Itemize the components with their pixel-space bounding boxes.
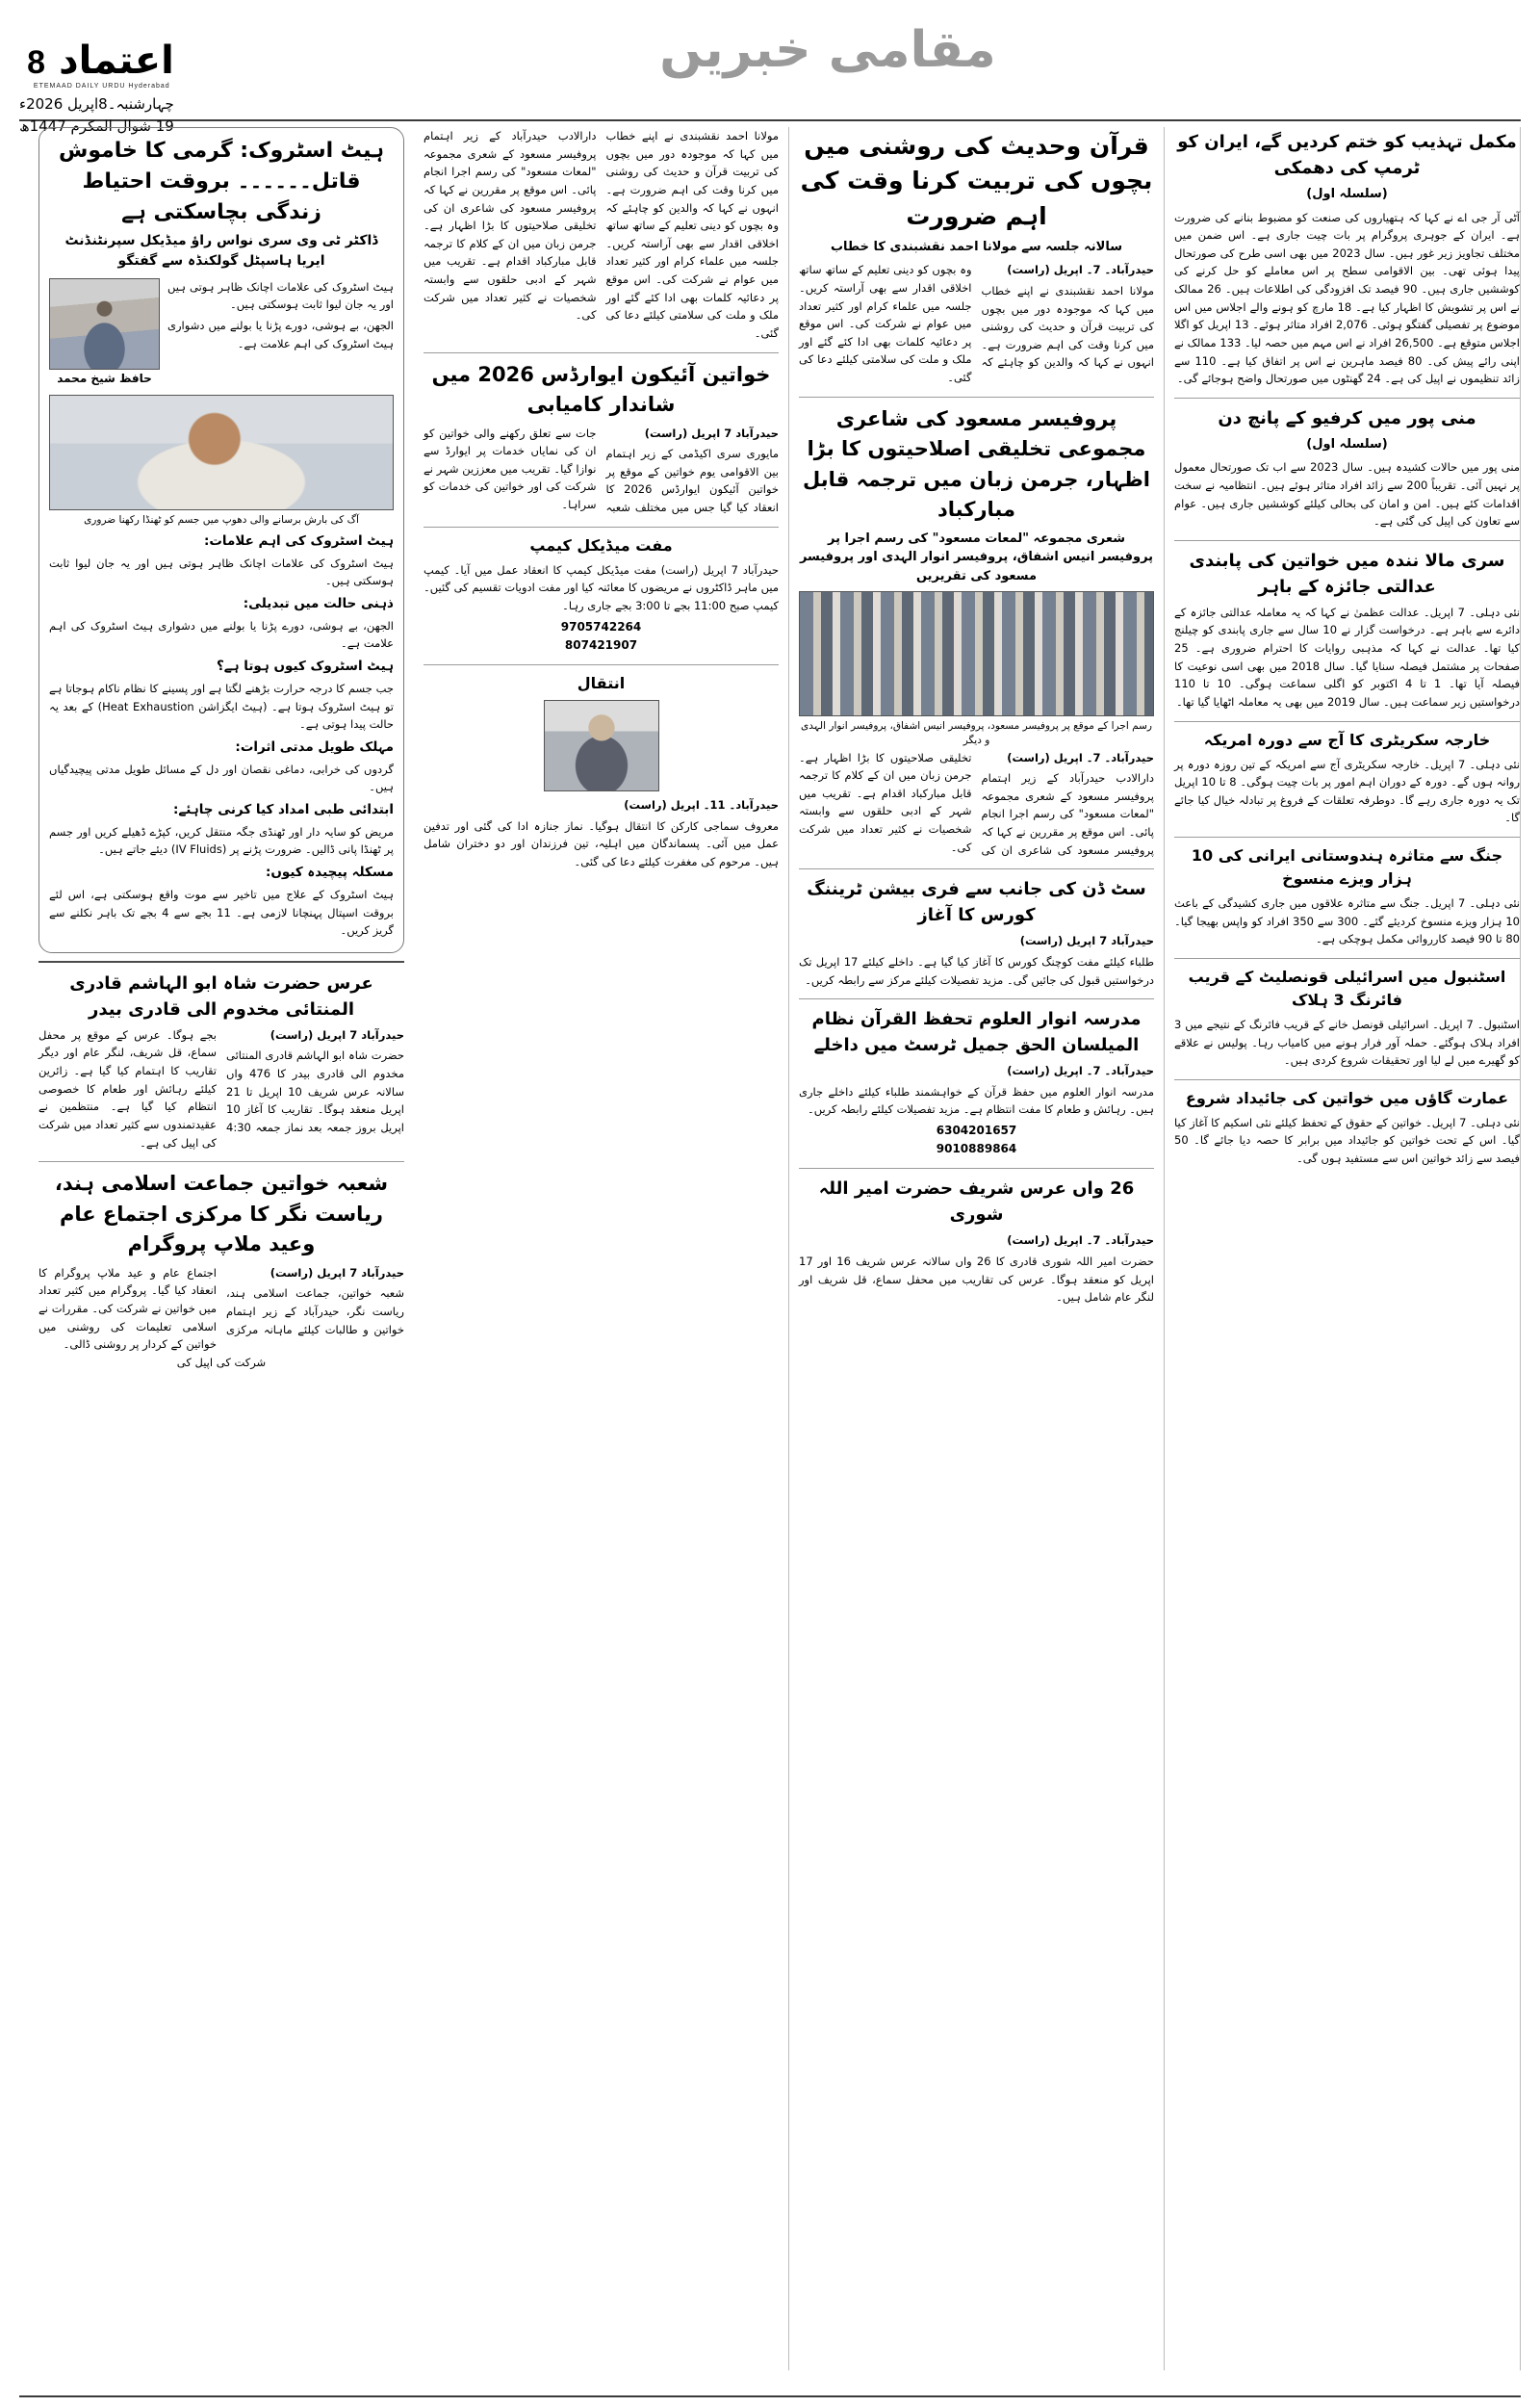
dateline: حیدرآباد۔ 11۔ اپریل (راست)	[624, 797, 779, 812]
divider	[799, 1168, 1154, 1169]
body-text: حیدرآباد۔ 11۔ اپریل (راست) معروف سماجی کارکن کا انتقال ہوگیا۔ نماز جنازہ ادا کی گئی اور تدفین عمل میں آئی۔ پسماندگان میں اہلیہ، تین فرزندان اور دو دختران شامل ہیں۔ مرحوم کی مغفرت کیلئے دعا کی گئی۔	[424, 797, 779, 868]
footer-divider	[19, 2395, 1521, 2397]
photo-caption: آگ کی بارش برسانے والی دھوپ میں جسم کو ٹھنڈا رکھنا ضروری	[84, 513, 359, 526]
body-text: آٹی آر جی اے نے کہا کہ ہتھیاروں کی صنعت کو مضبوط بنانے کی ضرورت ہے۔ ایران کے جوہری پروگرام پر بات چیت جاری ہے۔ اس ضمن میں مختلف تجاویز زیر غور ہیں۔ سال 2023 میں بھی اسی طرح کی صورتحال پیدا ہوئی تھی۔ بین الاقوامی سطح پر اس معاملے کو حل کرنے کی کوششیں جاری ہیں۔ 90 فیصد تک افزودگی کی اطلاعات ہیں۔ 26 ممالک نے اس پر تشویش کا اظہار کیا ہے۔ 18 مارچ کو ہونے والے اجلاس میں اس موضوع پر تفصیلی گفتگو ہوئی۔ 2,076 افراد متاثر ہوئے۔ 13 اپریل کو اگلا اجلاس متوقع ہے۔ 26,500 افراد نے اس مہم میں حصہ لیا۔ 133 ممالک نے اپنی رائے پیش کی۔ 80 فیصد ماہرین نے اس پر اتفاق کیا ہے۔ 110 سے زائد تنظیموں نے اپیل کی ہے۔ 24 گھنٹوں میں صورتحال واضح ہوجائے گی۔	[1174, 210, 1521, 386]
contact-phone-2: 807421907	[564, 637, 638, 652]
contact-phone-1: 6304201657	[936, 1124, 1017, 1138]
heatstroke-photo	[49, 395, 394, 510]
divider	[1174, 837, 1520, 838]
section-heading-symptoms: ہیٹ اسٹروک کی اہم علامات:	[203, 532, 394, 549]
article-istanbul-shooting	[1174, 966, 1520, 1070]
section-title-wrap	[19, 21, 1521, 79]
column-center-left	[414, 127, 789, 2370]
dateline: حیدرآباد۔ 7۔ اپریل (راست)	[1007, 750, 1154, 764]
article-obituary	[424, 672, 779, 871]
article-women-icon-awards	[424, 360, 779, 517]
article-women-temple-ruling	[1174, 548, 1520, 712]
feature-body: ہیٹ اسٹروک کی اہم علامات: ہیٹ اسٹروک کی علامات اچانک ظاہر ہوتی ہیں اور یہ جان لیوا ثابت ہوسکتی ہیں۔ ذہنی حالت میں تبدیلی: الجھن، بے ہوشی، دورے پڑنا یا بولنے میں دشواری ہیٹ اسٹروک کی اہم علامت ہے۔ ہیٹ اسٹروک کیوں ہوتا ہے؟ جب جسم کا درجہ حرارت بڑھنے لگتا ہے اور پسینے کا نظام ناکام ہوجاتا ہے تو ہیٹ اسٹروک ہوتا ہے۔ (ہیٹ ایگزاشن Heat Exhaustion) کے بعد یہ حالت پیدا ہوتی ہے۔ مہلک طویل مدتی اثرات: گردوں کی خرابی، دماغی نقصان اور دل کے مسائل طویل مدتی پیچیدگیاں ہیں۔ ابتدائی طبی امداد کیا کرنی چاہئے: مریض کو سایہ دار اور ٹھنڈی جگہ منتقل کریں، کپڑے ڈھیلے کریں اور جسم پر ٹھنڈا پانی ڈالیں۔ ضرورت پڑنے پر (IV Fluids) دیئے جاتے ہیں۔ مسکلہ پیچیدہ کیوں: ہیٹ اسٹروک کے علاج میں تاخیر سے موت واقع ہوسکتی ہے، اس لئے بروقت اسپتال پہنچانا لازمی ہے۔ 11 بجے سے 4 بجے تک باہر نکلنے سے گریز کریں۔	[49, 532, 394, 938]
doctor-portrait-photo	[49, 278, 160, 370]
article-urs-sharif-26	[799, 1176, 1154, 1307]
article-free-medical-camp	[424, 534, 779, 655]
article-visas-cancelled	[1174, 844, 1520, 948]
headline: عمارت گاؤں میں خواتین کی جائیداد شروع	[1185, 1088, 1509, 1107]
headline: مدرسہ انوار العلوم تحفظ القرآن نظام المیلسان الحق جمیل ٹرسٹ میں داخلے	[811, 1009, 1142, 1056]
article-trump-iran	[1174, 129, 1520, 388]
dateline: حیدرآباد 7 اپریل (راست)	[644, 426, 779, 440]
divider	[799, 998, 1154, 999]
masthead	[19, 17, 1521, 135]
feature-subheadline: ڈاکٹر ٹی وی سری نواس راؤ میڈیکل سپرنٹنڈنٹ ایریا ہاسپٹل گولکنڈہ سے گفتگو	[64, 232, 378, 269]
footer-note: شرکت کی اپیل کی	[176, 1355, 267, 1369]
body-text: نئی دہلی۔ 7 اپریل۔ خارجہ سکریٹری آج سے امریکہ کے تین روزہ دورہ پر روانہ ہوں گے۔ دورہ کے دوران اہم امور پر بات چیت ہوگی۔ 8 تا 10 اپریل تک یہ دورہ جاری رہے گا۔ دوطرفہ تعلقات کے فروغ پر تبادلہ خیال کیا جائے گا۔	[1174, 757, 1521, 825]
subheadline: سالانہ جلسہ سے مولانا احمد نقشبندی کا خطاب	[830, 239, 1123, 254]
body-text: حیدرآباد۔ 7۔ اپریل (راست) دارالادب حیدرآباد کے زیر اہتمام پروفیسر مسعود کے شعری مجموعہ "لمعات مسعود" کی رسم اجرا انجام پائی۔ اس موقع پر مقررین نے کہا کہ پروفیسر مسعود کی شاعری ان کی تخلیقی صلاحیتوں کا بڑا اظہار ہے۔ جرمن زبان میں ان کے کلام کا ترجمہ قابل مبارکباد اقدام ہے۔ تقریب میں شہر کے ادبی حلقوں سے وابستہ شخصیات نے کثیر تعداد میں شرکت کی۔	[799, 750, 1154, 857]
body-text: حیدرآباد 7 اپریل (راست) مایوری سری اکیڈمی کے زیر اہتمام بین الاقوامی یوم خواتین کے موقع پر خواتین آئیکون ایوارڈس 2026 کا انعقاد کیا گیا جس میں مختلف شعبہ جات سے تعلق رکھنے والی خواتین کو ان کی نمایاں خدمات پر ایوارڈ سے نوازا گیا۔ تقریب میں معززین شہر نے شرکت کی اور خواتین کی خدمات کو سراہا۔	[424, 426, 780, 514]
article-jamaat-islami-women	[38, 1169, 404, 1371]
contact-phone-2: 9010889864	[936, 1142, 1017, 1156]
feature-article-heatstroke	[38, 127, 404, 953]
dateline: حیدرآباد 7 اپریل (راست)	[270, 1265, 404, 1280]
column-news-briefs	[1165, 127, 1521, 2370]
section-heading-complications: مسکلہ پیچیدہ کیوں:	[265, 865, 394, 881]
obituary-photo	[544, 700, 659, 791]
body-text: حیدرآباد۔ 7۔ اپریل (راست) حضرت امیر اللہ شوری قادری کا 26 واں سالانہ عرس شریف 16 اور 17 اپریل کو منعقد ہوگا۔ عرس کی تقاریب میں محفل سماع، قل شریف اور لنگر عام شامل ہیں۔	[799, 1233, 1154, 1305]
contact-phone-1: 9705742264	[560, 619, 642, 634]
author-byline: حافظ شیخ محمد	[57, 371, 152, 385]
dateline: (سلسلہ اول)	[1306, 187, 1388, 201]
divider	[799, 397, 1154, 398]
headline: قرآن وحدیث کی روشنی میں بچوں کی تربیت کرنا وقت کی اہم ضرورت	[800, 132, 1153, 230]
date-hijri: 19 شوال المکرم 1447ھ	[19, 116, 174, 135]
article-madrasa-admissions	[799, 1006, 1154, 1158]
article-quran-hadith-continued	[424, 127, 779, 343]
body-text: نئی دہلی۔ 7 اپریل۔ جنگ سے متاثرہ علاقوں میں جاری کشیدگی کے باعث 10 ہزار ویزے منسوخ کردیئے گئے۔ 300 سے 350 افراد کو واپس بھیجا گیا۔ 80 تا 90 فیصد کارروائی مکمل ہوچکی ہے۔	[1174, 896, 1520, 946]
headline: مکمل تہذیب کو ختم کردیں گے، ایران کو ٹرمپ کی دھمکی	[1177, 132, 1517, 178]
section-heading-longterm: مہلک طویل مدتی اثرات:	[235, 738, 394, 755]
dateline: حیدرآباد۔ 7۔ اپریل (راست)	[1007, 1233, 1154, 1248]
section-heading-mental-state: ذہنی حالت میں تبدیلی:	[243, 596, 394, 611]
body-text: مولانا احمد نقشبندی نے اپنے خطاب میں کہا کہ موجودہ دور میں بچوں کی تربیت قرآن و حدیث کی روشنی میں کرنا وقت کی اہم ضرورت ہے۔ انہوں نے کہا کہ والدین کو چاہئے کہ وہ بچوں کو دینی تعلیم کے ساتھ ساتھ اخلاقی اقدار سے بھی آراستہ کریں۔ جلسہ میں علماء کرام اور کثیر تعداد میں عوام نے شرکت کی۔ اس موقع پر دعائیہ کلمات بھی ادا کئے گئے اور ملک و ملت کی سلامتی کیلئے دعا کی گئی۔ دارالادب حیدرآباد کے زیر اہتمام پروفیسر مسعود کے شعری مجموعہ "لمعات مسعود" کی رسم اجرا انجام پائی۔ اس موقع پر مقررین نے کہا کہ پروفیسر مسعود کی شاعری ان کی تخلیقی صلاحیتوں کا بڑا اظہار ہے۔ جرمن زبان میں ان کے کلام کا ترجمہ قابل مبارکباد اقدام ہے۔ تقریب میں شہر کے ادبی حلقوں سے وابستہ شخصیات نے کثیر تعداد میں شرکت کی۔	[424, 129, 779, 340]
divider	[38, 1161, 404, 1162]
logo-row	[27, 39, 174, 83]
section-heading-why: ہیٹ اسٹروک کیوں ہوتا ہے؟	[216, 659, 394, 675]
subheadline: شعری مجموعہ "لمعات مسعود" کی رسم اجرا پر پروفیسر انیس اشفاق، پروفیسر انوار الہدی اور پروفیسر مسعود کی تقریریں	[799, 531, 1154, 583]
headline: اسٹنبول میں اسرائیلی قونصلیٹ کے قریب فائرنگ 3 ہلاک	[1188, 967, 1506, 1009]
body-text: اسٹنبول۔ 7 اپریل۔ اسرائیلی قونصل خانے کے قریب فائرنگ کے نتیجے میں 3 افراد ہلاک ہوگئے۔ حملہ آور فرار ہونے میں کامیاب رہا۔ پولیس نے علاقے کو گھیرے میں لے لیا اور تحقیقات شروع کردی ہیں۔	[1174, 1017, 1520, 1068]
feature-headline: ہیٹ اسٹروک: گرمی کا خاموش قاتل۔۔۔۔۔۔ بروقت احتیاط زندگی بچاسکتی ہے	[59, 139, 384, 224]
body-text: حیدرآباد 7 اپریل (راست) مفت میڈیکل کیمپ کا انعقاد عمل میں آیا۔ کیمپ میں ماہر ڈاکٹروں نے مریضوں کا معائنہ کیا اور مفت ادویات تقسیم کی گئیں۔ کیمپ صبح 11:00 بجے تا 3:00 بجے جاری رہا۔	[424, 562, 779, 612]
dateline: حیدرآباد 7 اپریل (راست)	[1019, 934, 1154, 948]
feature-intro-text: ہیٹ اسٹروک کی علامات اچانک ظاہر ہوتی ہیں اور یہ جان لیوا ثابت ہوسکتی ہیں۔ الجھن، بے ہوشی، دورے پڑنا یا بولنے میں دشواری ہیٹ اسٹروک کی اہم علامت ہے۔	[167, 279, 394, 350]
divider	[1174, 398, 1520, 399]
logo-block	[19, 39, 174, 137]
body-text: نئی دہلی۔ 7 اپریل۔ خواتین کے حقوق کے تحفظ کیلئے نئی اسکیم کا آغاز کیا گیا۔ اس کے تحت خواتین کو جائیداد میں برابر کا حصہ دیا جائے گا۔ 50 فیصد سے زائد خواتین اس سے مستفید ہوں گی۔	[1174, 1115, 1521, 1165]
dateline: (سلسلہ اول)	[1306, 436, 1388, 452]
headline: جنگ سے متاثرہ ہندوستانی ایرانی کی 10 ہزار ویزے منسوخ	[1191, 846, 1503, 888]
headline: منی پور میں کرفیو کے پانچ دن	[1218, 407, 1476, 428]
page-title: مقامی خبریں	[659, 21, 996, 79]
divider	[424, 664, 779, 665]
page-number: 8	[27, 44, 46, 81]
headline: خواتین آئیکون ایوارڈس 2026 میں شاندار کامیابی	[431, 362, 771, 416]
headline: عرس حضرت شاہ ابو الہاشم قادری المنتائی مخدوم الی قادری بیدر	[69, 972, 373, 1020]
article-quran-hadith-lead	[799, 129, 1154, 387]
headline: سری مالا نندہ میں خواتین کی پابندی عدالتی جائزہ کے باہر	[1189, 550, 1505, 597]
date-gregorian: چہارشنبہ۔8اپریل 2026ء	[19, 95, 174, 113]
column-feature	[38, 127, 414, 2370]
article-free-training-course	[799, 876, 1154, 989]
column-center-right	[789, 127, 1165, 2370]
body-text: حیدرآباد۔ 7۔ اپریل (راست) مدرسہ انوار العلوم میں حفظ قرآن کے خواہشمند طلباء کیلئے داخلے جاری ہیں۔ رہائش و طعام کا مفت انتظام ہے۔ مزید تفصیلات کیلئے رابطہ کریں۔	[799, 1064, 1154, 1117]
divider	[1174, 721, 1520, 722]
headline: شعبہ خواتین جماعت اسلامی ہند، ریاست نگر کا مرکزی اجتماع عام وعید ملاپ پروگرام	[54, 1172, 389, 1256]
article-women-property	[1174, 1087, 1520, 1168]
masthead-left	[19, 39, 174, 137]
photo-caption: رسم اجرا کے موقع پر پروفیسر مسعود، پروفیسر انیس اشفاق، پروفیسر انوار الہدی و دیگر	[801, 720, 1152, 747]
headline: خارجہ سکریٹری کا آج سے دورہ امریکہ	[1203, 730, 1491, 749]
dateline: حیدرآباد 7 اپریل (راست)	[270, 1027, 404, 1042]
dateline: حیدرآباد۔ 7۔ اپریل (راست)	[1007, 1064, 1154, 1078]
article-masood-poetry	[799, 404, 1154, 860]
divider	[1174, 1079, 1520, 1080]
article-foreign-secretary-usa	[1174, 729, 1520, 828]
body-text: حیدرآباد۔ 7۔ اپریل (راست) مولانا احمد نقشبندی نے اپنے خطاب میں کہا کہ موجودہ دور میں بچوں کی تربیت قرآن و حدیث کی روشنی میں کرنا وقت کی اہم ضرورت ہے۔ انہوں نے کہا کہ والدین کو چاہئے کہ وہ بچوں کو دینی تعلیم کے ساتھ ساتھ اخلاقی اقدار سے بھی آراستہ کریں۔ جلسہ میں علماء کرام اور کثیر تعداد میں عوام نے شرکت کی۔ اس موقع پر دعائیہ کلمات بھی ادا کئے گئے اور ملک و ملت کی سلامتی کیلئے دعا کی گئی۔	[799, 263, 1154, 384]
divider	[424, 527, 779, 528]
body-text: حیدرآباد 7 اپریل (راست) طلباء کیلئے مفت کوچنگ کورس کا آغاز کیا گیا ہے۔ داخلے کیلئے 17 اپریل تک درخواستیں قبول کی جائیں گی۔ مزید تفصیلات کیلئے مرکز سے رابطہ کریں۔	[799, 934, 1154, 987]
headline: پروفیسر مسعود کی شاعری مجموعی تخلیقی اصلاحیتوں کا بڑا اظہار، جرمن زبان میں ترجمہ قابل مبارکباد	[803, 406, 1150, 522]
headline: انتقال	[577, 673, 626, 692]
publication-logo: اعتماد	[59, 39, 174, 83]
divider	[38, 961, 404, 963]
body-text: نئی دہلی۔ 7 اپریل۔ عدالت عظمیٰ نے کہا کہ یہ معاملہ عدالتی جائزہ کے دائرے سے باہر ہے۔ درخواست گزار نے 10 سال سے جاری پابندی کو چیلنج کیا تھا۔ عدالت نے کہا کہ مذہبی روایات کا احترام ضروری ہے۔ 25 صفحات پر مشتمل فیصلہ سنایا گیا۔ سال 2018 میں بھی اسی نوعیت کا فیصلہ آیا تھا۔ 1 تا 4 اکتوبر کو اگلی سماعت ہوگی۔ 10 تا 110 درخواستیں زیر سماعت ہیں۔ سال 2019 میں بھی یہ معاملہ اٹھایا گیا تھا۔	[1174, 605, 1520, 709]
body-text: منی پور میں حالات کشیدہ ہیں۔ سال 2023 سے اب تک صورتحال معمول پر نہیں آئی۔ تقریباً 200 سے زائد افراد متاثر ہوئے ہیں۔ انتظامیہ نے سخت اقدامات کئے ہیں۔ امن و امان کی بحالی کیلئے کوششیں جاری ہیں۔ عوام سے تعاون کی اپیل کی گئی ہے۔	[1174, 460, 1521, 529]
body-text: حیدرآباد 7 اپریل (راست) شعبہ خواتین، جماعت اسلامی ہند، ریاست نگر، حیدرآباد کے زیر اہتمام خواتین و طالبات کیلئے ماہانہ مرکزی اجتماع عام و عید ملاپ پروگرام کا انعقاد کیا گیا۔ پروگرام میں کثیر تعداد میں خواتین نے شرکت کی۔ مقررات نے اسلامی تعلیمات کی روشنی میں خواتین کے کردار پر روشنی ڈالی۔	[38, 1265, 404, 1352]
article-manipur-curfew	[1174, 405, 1520, 531]
divider	[424, 352, 779, 353]
columns-grid	[19, 127, 1521, 2370]
headline: مفت میڈیکل کیمپ	[529, 535, 673, 555]
divider	[799, 868, 1154, 869]
dateline: حیدرآباد۔ 7۔ اپریل (راست)	[1007, 263, 1154, 277]
logo-latin-name: ETEMAAD DAILY URDU Hyderabad	[33, 83, 170, 90]
body-text: حیدرآباد 7 اپریل (راست) حضرت شاہ ابو الہاشم قادری المنتائی مخدوم الی قادری بیدر کا 476 واں سالانہ عرس شریف 10 اپریل تا 21 اپریل منعقد ہوگا۔ تقاریب کا آغاز 10 اپریل بروز جمعہ بعد نماز جمعہ 4:30 بجے ہوگا۔ عرس کے موقع پر محفل سماع، قل شریف، لنگر عام اور دیگر تقاریب کا اہتمام کیا گیا ہے۔ زائرین کیلئے رہائش اور طعام کا خصوصی انتظام کیا گیا ہے۔ منتظمین نے عقیدتمندوں سے کثیر تعداد میں شرکت کی اپیل کی ہے۔	[38, 1027, 405, 1150]
divider	[1174, 958, 1520, 959]
headline: 26 واں عرس شریف حضرت امیر اللہ شوری	[818, 1178, 1135, 1226]
headline: سٹ ڈن کی جانب سے فری بیشن ٹریننگ کورس کا آغاز	[807, 879, 1146, 926]
divider	[1174, 540, 1520, 541]
article-urs-bidar	[38, 971, 404, 1152]
section-heading-first-aid: ابتدائی طبی امداد کیا کرنی چاہئے:	[172, 801, 394, 817]
article-photo-book-launch	[799, 591, 1154, 716]
